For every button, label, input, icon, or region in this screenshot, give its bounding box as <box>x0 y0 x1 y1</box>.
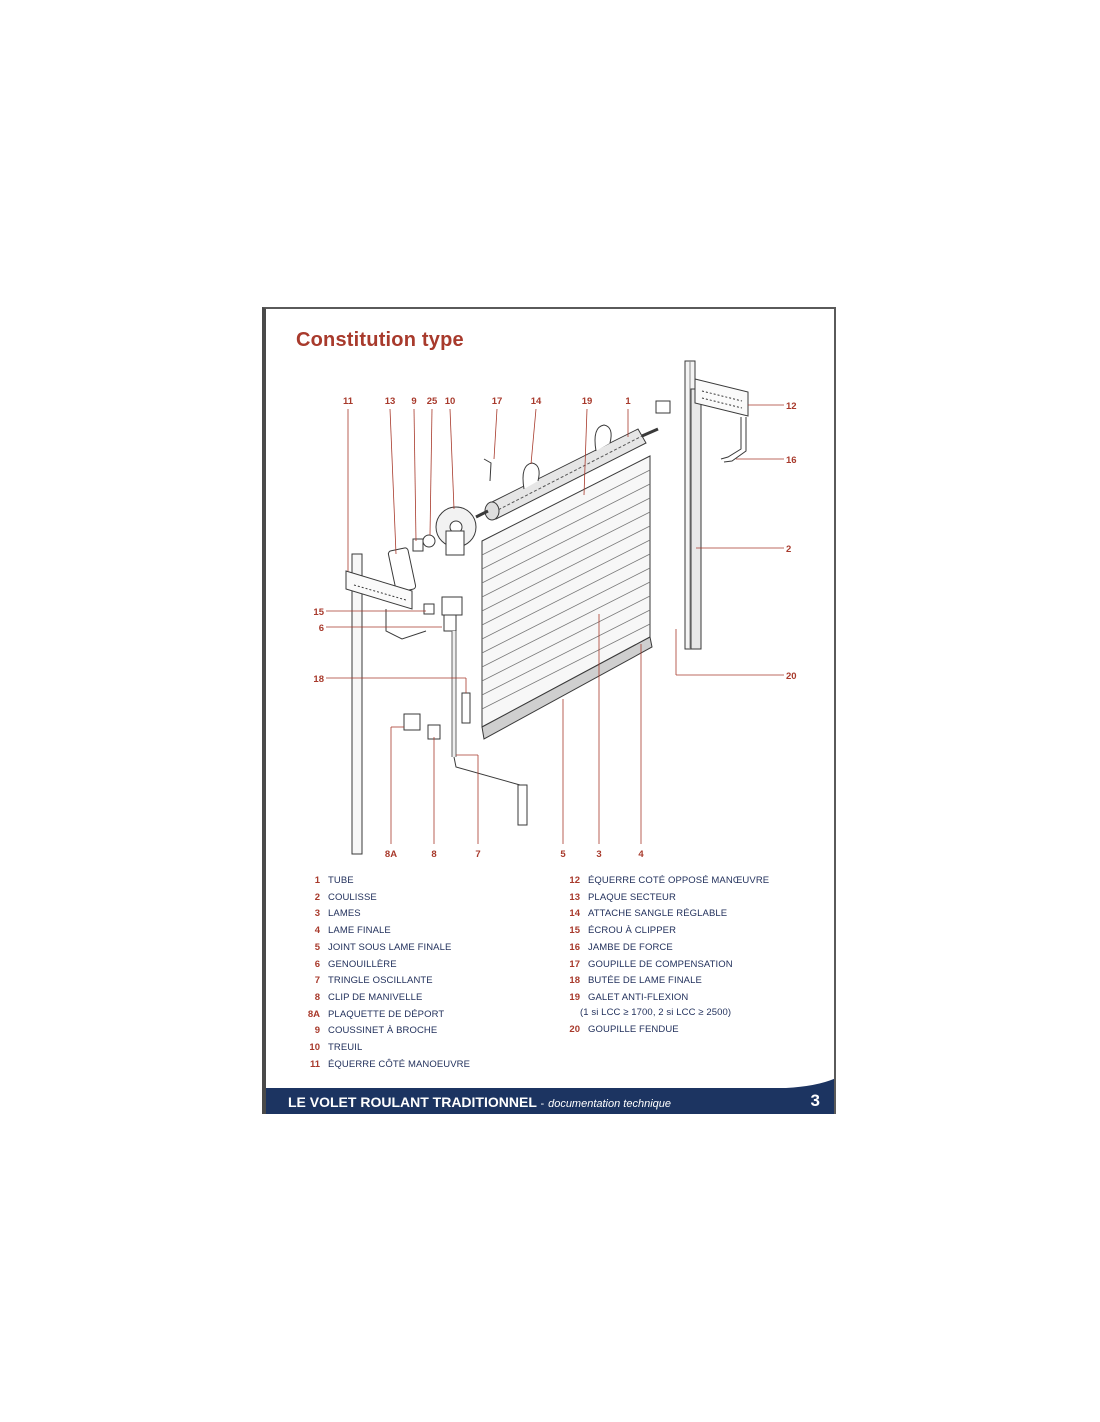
bracket-opposite <box>695 379 748 416</box>
roller-axle-right <box>642 429 658 436</box>
footer-separator: - <box>540 1098 545 1110</box>
callout-17: 17 <box>491 396 503 407</box>
end-stop <box>462 693 470 723</box>
callout-6: 6 <box>318 623 324 634</box>
callout-13: 13 <box>384 396 396 407</box>
callout-8A: 8A <box>384 849 398 860</box>
callout-12: 12 <box>786 401 797 412</box>
callout-9: 9 <box>411 396 417 407</box>
bracket-leg <box>386 609 426 639</box>
rail-clip <box>656 401 670 413</box>
callout-1: 1 <box>625 396 631 407</box>
clip-nut <box>424 604 434 614</box>
bearing <box>423 535 435 547</box>
page-title: Constitution type <box>296 329 464 351</box>
winch-box <box>446 531 464 555</box>
document-title: LE VOLET ROULANT TRADITIONNEL <box>288 1094 537 1110</box>
callout-18: 18 <box>313 674 324 685</box>
left-post <box>352 554 362 854</box>
knee-body <box>444 615 456 631</box>
page-number: 3 <box>810 1091 820 1110</box>
support-leg-2 <box>724 417 746 462</box>
bearing-pin <box>413 539 423 551</box>
callout-11: 11 <box>342 396 354 407</box>
support-leg <box>721 417 741 459</box>
callout-25: 25 <box>426 396 438 407</box>
offset-plate <box>404 714 420 730</box>
crank-handle <box>518 785 527 825</box>
knee-joint <box>442 597 462 615</box>
callout-2: 2 <box>786 544 792 555</box>
callout-7: 7 <box>475 849 481 860</box>
footer-band <box>266 1074 836 1114</box>
crank-clip <box>428 725 440 739</box>
callout-15: 15 <box>313 607 324 618</box>
guide-rail-back <box>691 389 701 649</box>
legend-right: 12 ÉQUERRE COTÉ OPPOSÉ MANŒUVRE 13 PLAQUE SECTEUR 14 ATTACHE SANGLE RÉGLABLE 15 ÉCROU À CLIPPER 16 JAMBE DE FORCE 17 GOUPILLE DE COMPENSATION 18 BUTÉE DE LAME FINALE 19 GALET ANTI-FLEXION (1 si LCC ≥ 1700, 2 si LCC ≥ 2500) 20 GOUPILLE FENDUE <box>569 875 770 1035</box>
callout-4: 4 <box>638 849 644 860</box>
exploded-diagram <box>266 309 836 869</box>
callout-16: 16 <box>786 455 797 466</box>
footer-title <box>288 1094 671 1110</box>
callout-5: 5 <box>560 849 566 860</box>
callout-20: 20 <box>786 671 797 682</box>
callout-8: 8 <box>431 849 437 860</box>
callout-14: 14 <box>530 396 542 407</box>
legend-left: 1 TUBE 2 COULISSE 3 LAMES 4 LAME FINALE 5 JOINT SOUS LAME FINALE 6 GENOUILLÈRE 7 TRINGLE OSCILLANTE 8 CLIP DE MANIVELLE 8A PLAQUETTE DE DÉPORT 9 COUSSINET À BROCHE 10 TREUIL 11 ÉQUERRE CÔTÉ MANOEUVRE <box>307 875 471 1070</box>
callout-3: 3 <box>596 849 602 860</box>
callout-19: 19 <box>581 396 593 407</box>
document-page <box>262 307 836 1114</box>
diagram-drawing <box>346 361 748 854</box>
crank-arm <box>454 757 520 785</box>
callout-10: 10 <box>444 396 456 407</box>
compensation-pin <box>484 459 491 481</box>
document-subtitle: documentation technique <box>548 1098 672 1110</box>
